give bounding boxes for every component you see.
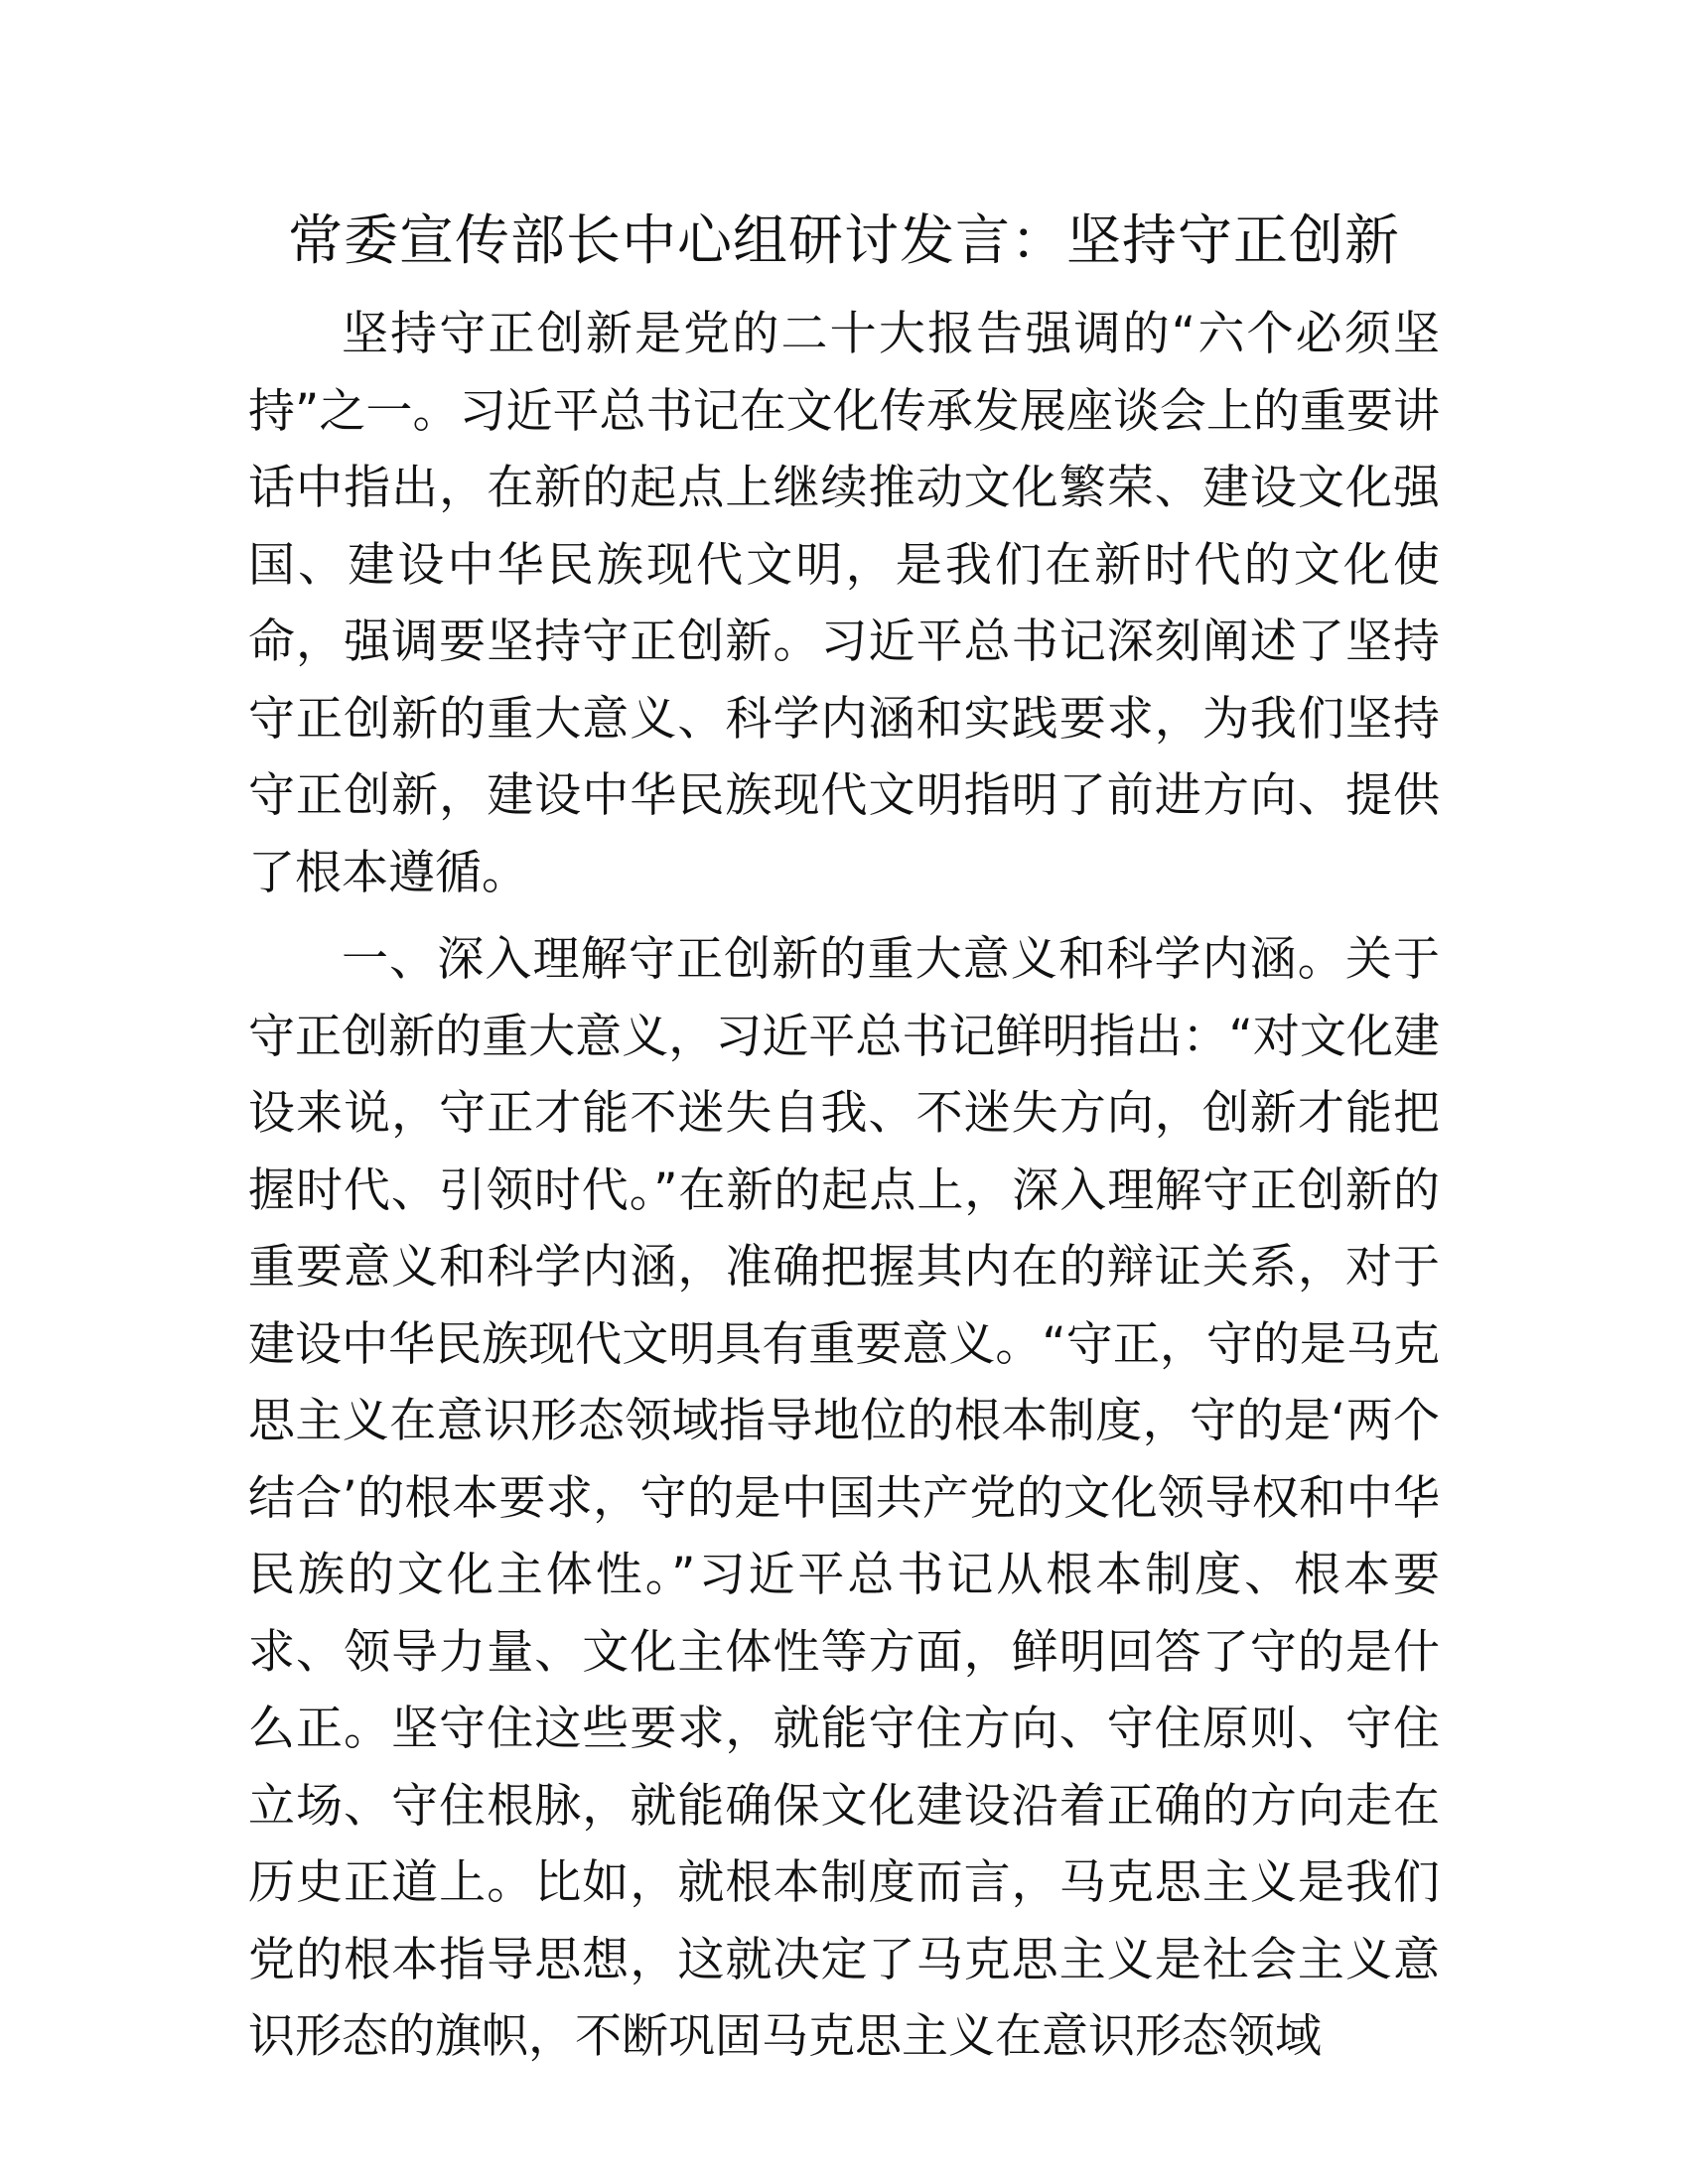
document-body [248,296,1440,2076]
paragraph-section-one: 一、深入理解守正创新的重大意义和科学内涵。关于守正创新的重大意义，习近平总书记鲜明指出：“对文化建设来说，守正才能不迷失自我、不迷失方向，创新才能把握时代、引领时代。”在新的起点上，深入理解守正创新的重要意义和科学内涵，准确把握其内在的辩证关系，对于建设中华民族现代文明具有重要意义。“守正，守的是马克思主义在意识形态领域指导地位的根本制度，守的是‘两个结合’的根本要求，守的是中国共产党的文化领导权和中华民族的文化主体性。”习近平总书记从根本制度、根本要求、领导力量、文化主体性等方面，鲜明回答了守的是什么正。坚守住这些要求，就能守住方向、守住原则、守住立场、守住根脉，就能确保文化建设沿着正确的方向走在历史正道上。比如，就根本制度而言，马克思主义是我们党的根本指导思想，这就决定了马克思主义是社会主义意识形态的旗帜，不断巩固马克思主义在意识形态领域 [248,932,1440,2064]
document-title: 常委宣传部长中心组研讨发言：坚持守正创新 [287,208,1400,272]
paragraph-intro: 坚持守正创新是党的二十大报告强调的“六个必须坚持”之一。习近平总书记在文化传承发展座谈会上的重要讲话中指出，在新的起点上继续推动文化繁荣、建设文化强国、建设中华民族现代文明，是我们在新时代的文化使命，强调要坚持守正创新。习近平总书记深刻阐述了坚持守正创新的重大意义、科学内涵和实践要求，为我们坚持守正创新，建设中华民族现代文明指明了前进方向、提供了根本遵循。 [248,307,1440,900]
